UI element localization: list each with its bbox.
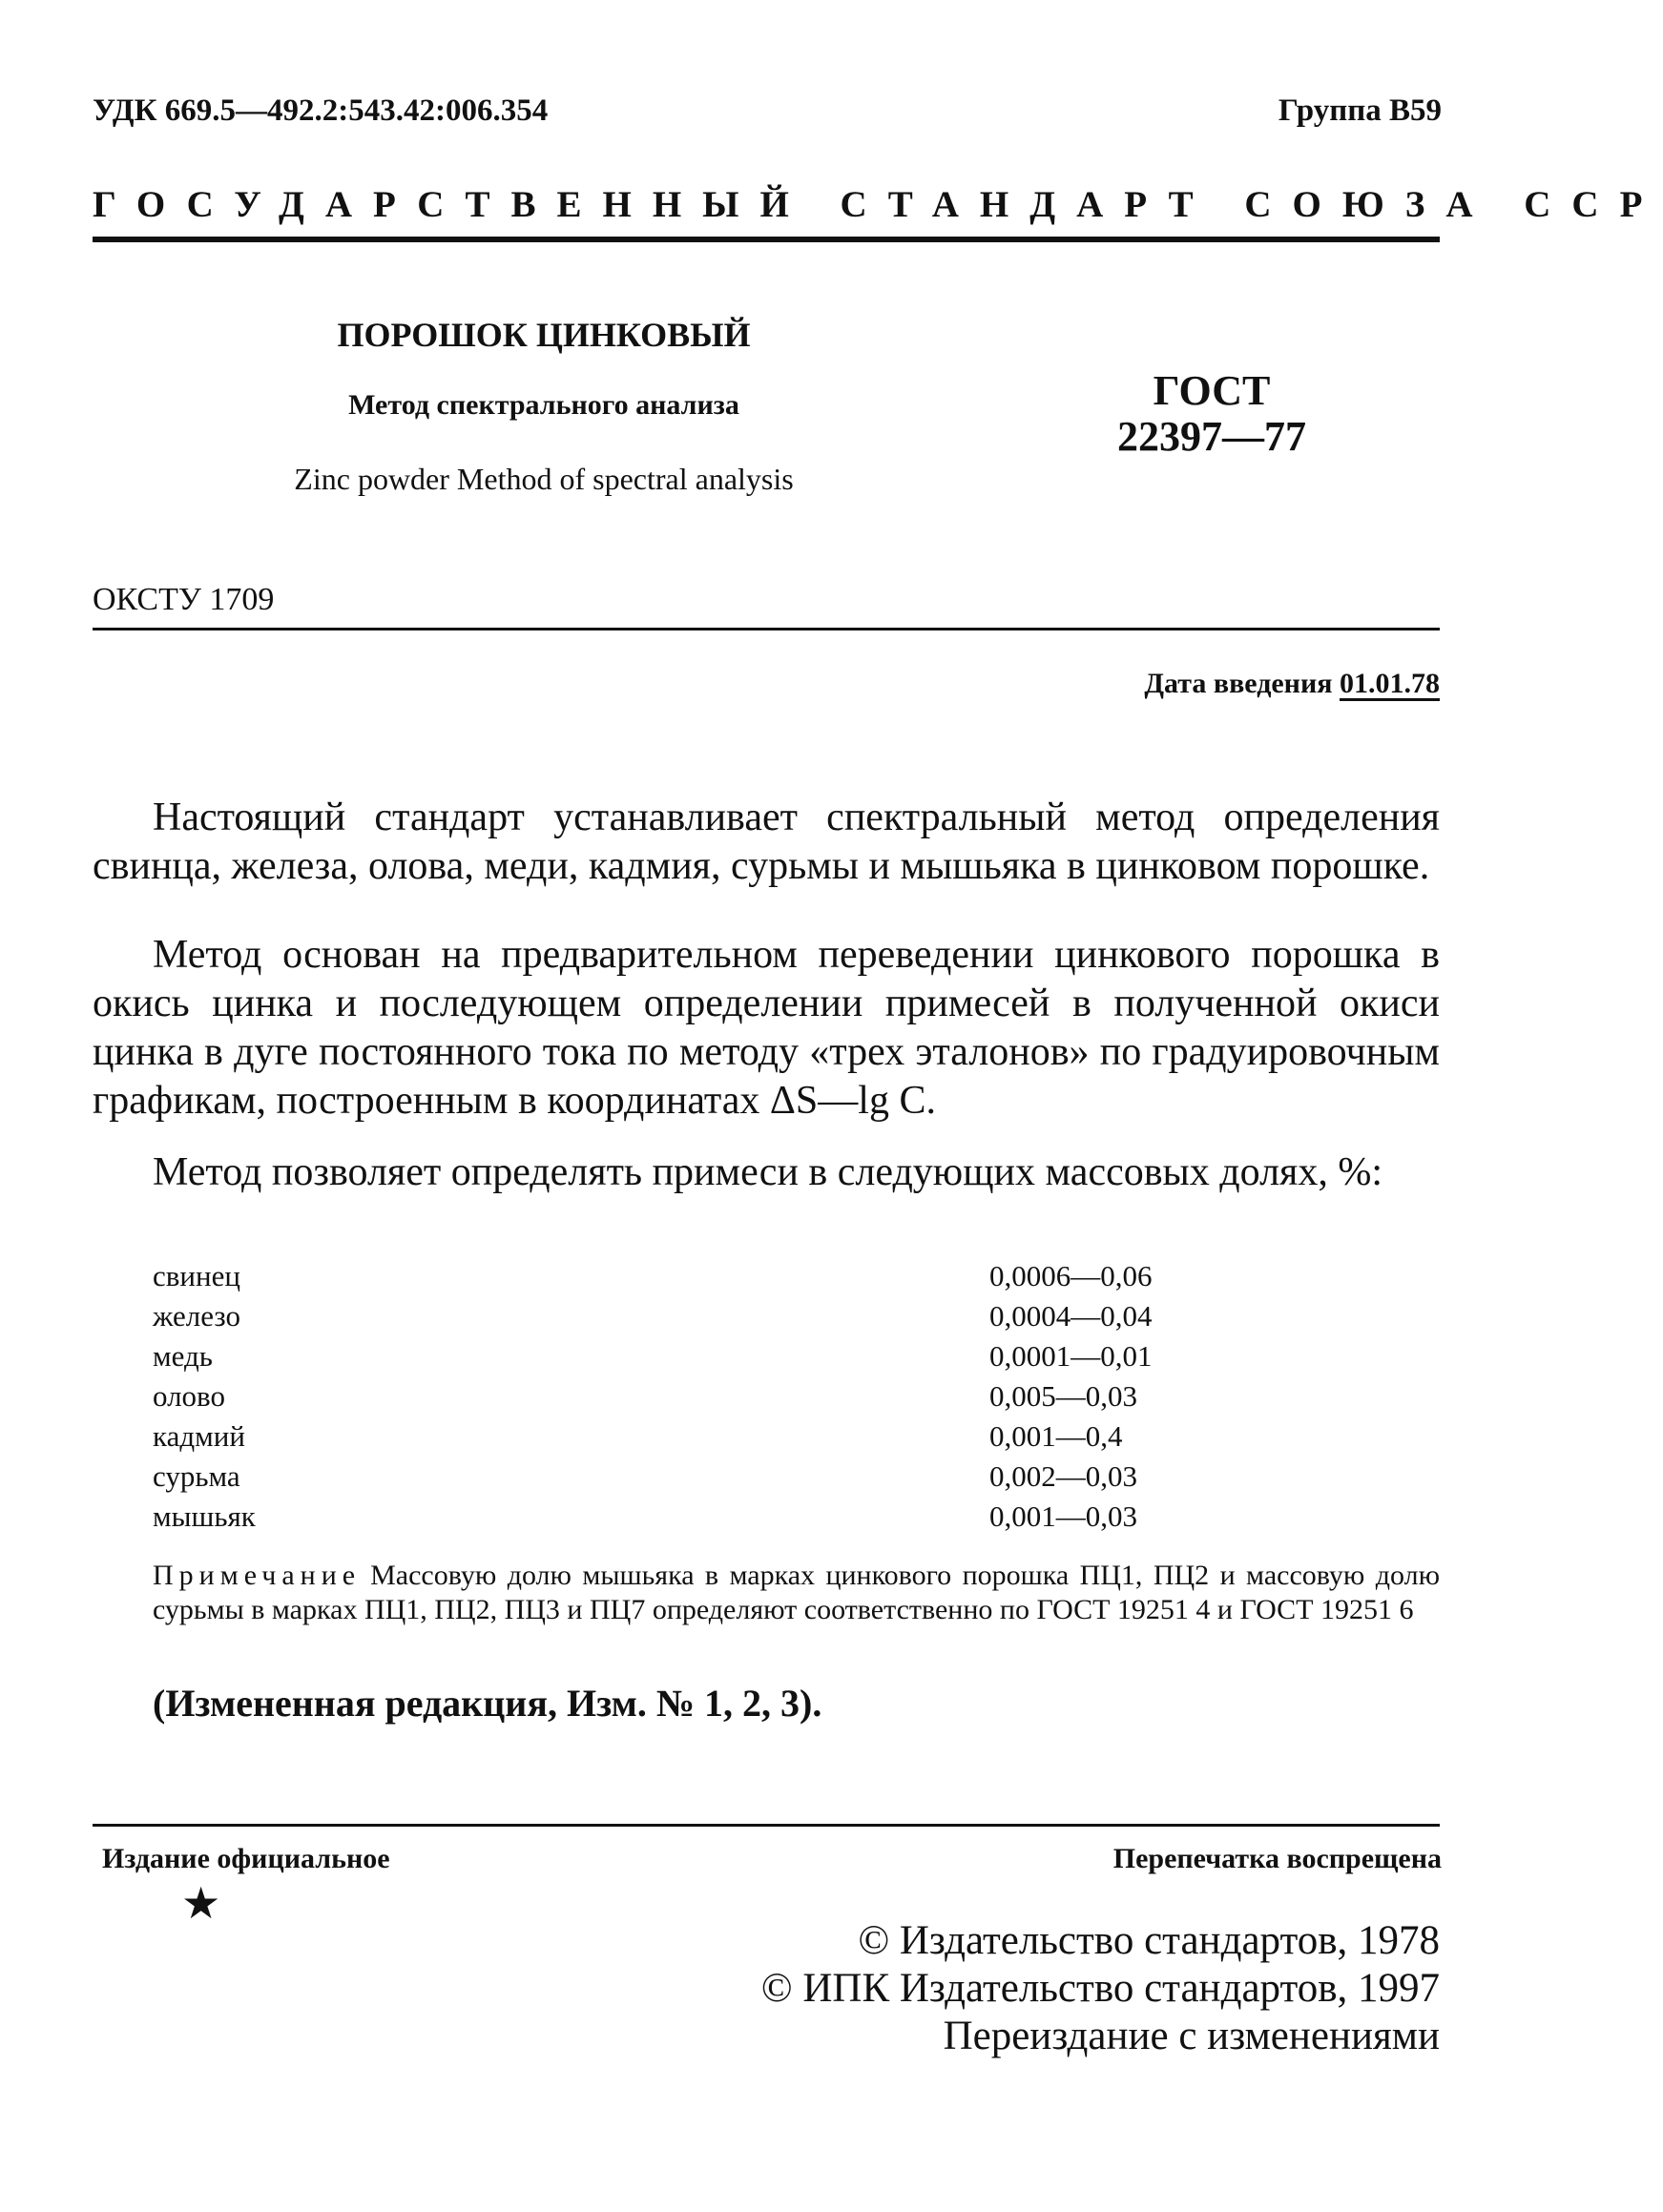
table-row — [153, 1299, 1202, 1339]
english-title: Zinc powder Method of spectral analysis — [294, 462, 794, 496]
element-range: 0,0004—0,04 — [989, 1299, 1153, 1333]
intro-date-label: Дата введения — [1144, 668, 1333, 699]
element-name: железо — [153, 1299, 240, 1333]
document-title: ПОРОШОК ЦИНКОВЫЙ — [337, 316, 751, 354]
group-code: Группа B59 — [1278, 93, 1442, 128]
paragraph-scope: Настоящий стандарт устанавливает спектральный метод определения свинца, железа, олова, меди, кадмия, сурьмы и мышьяка в цинковом порошке. — [93, 796, 1440, 888]
amendment-note: (Измененная редакция, Изм. № 1, 2, 3). — [153, 1682, 822, 1725]
okstu-code: ОКСТУ 1709 — [93, 582, 275, 617]
copyright-1978: © Издательство стандартов, 1978 — [858, 1918, 1440, 1963]
intro-date — [1144, 668, 1440, 700]
gost-designation — [1069, 368, 1355, 460]
element-name: мышьяк — [153, 1499, 256, 1533]
middle-rule — [93, 628, 1440, 631]
intro-date-value: 01.01.78 — [1340, 668, 1440, 699]
copyright-1997: © ИПК Издательство стандартов, 1997 — [760, 1966, 1440, 2011]
reprint-prohibited: Перепечатка воспрещена — [1112, 1843, 1442, 1874]
table-row — [153, 1259, 1202, 1299]
reissue-note: Переиздание с изменениями — [943, 2014, 1440, 2058]
table-row — [153, 1379, 1202, 1419]
element-name: медь — [153, 1339, 213, 1373]
element-name: кадмий — [153, 1419, 245, 1453]
top-rule — [93, 237, 1440, 242]
element-range: 0,005—0,03 — [989, 1379, 1137, 1413]
note — [153, 1559, 1440, 1627]
state-standard-heading: ГОСУДАРСТВЕННЫЙ СТАНДАРТ СОЮЗА ССР — [93, 184, 1663, 225]
element-name: олово — [153, 1379, 225, 1413]
table-row — [153, 1419, 1202, 1459]
note-label: Примечание — [153, 1560, 362, 1591]
element-range: 0,0006—0,06 — [989, 1259, 1153, 1292]
mass-fraction-table — [153, 1259, 1202, 1540]
document-subtitle: Метод спектрального анализа — [348, 389, 739, 421]
element-name: сурьма — [153, 1459, 240, 1493]
element-range: 0,002—0,03 — [989, 1459, 1137, 1493]
note-text: Массовую долю мышьяка в марках цинкового порошка ПЦ1, ПЦ2 и массовую долю сурьмы в марках ПЦ1, ПЦ2, ПЦ3 и ПЦ7 определяют соответственно по ГОСТ 19251 4 и ГОСТ 19251 6 — [153, 1560, 1440, 1625]
gost-label: ГОСТ — [1153, 367, 1271, 414]
table-row — [153, 1459, 1202, 1499]
element-range: 0,0001—0,01 — [989, 1339, 1153, 1373]
table-row — [153, 1499, 1202, 1540]
gost-number: 22397—77 — [1117, 413, 1306, 460]
element-range: 0,001—0,03 — [989, 1499, 1137, 1533]
star-icon: ★ — [181, 1879, 221, 1928]
element-range: 0,001—0,4 — [989, 1419, 1123, 1453]
paragraph-method: Метод основан на предварительном переведении цинкового порошка в окись цинка и последующем определении примесей в полученной окиси цинка в дуге постоянного тока по методу «трех эталонов» по градуировочным графикам, построенным в координатах ΔS—lg C. — [93, 933, 1440, 1123]
official-edition: Издание официальное — [102, 1843, 390, 1874]
table-row — [153, 1339, 1202, 1379]
element-name: свинец — [153, 1259, 240, 1292]
udk-code: УДК 669.5—492.2:543.42:006.354 — [93, 93, 549, 128]
bottom-rule — [93, 1824, 1440, 1827]
paragraph-range: Метод позволяет определять примеси в следующих массовых долях, %: — [153, 1150, 1383, 1194]
